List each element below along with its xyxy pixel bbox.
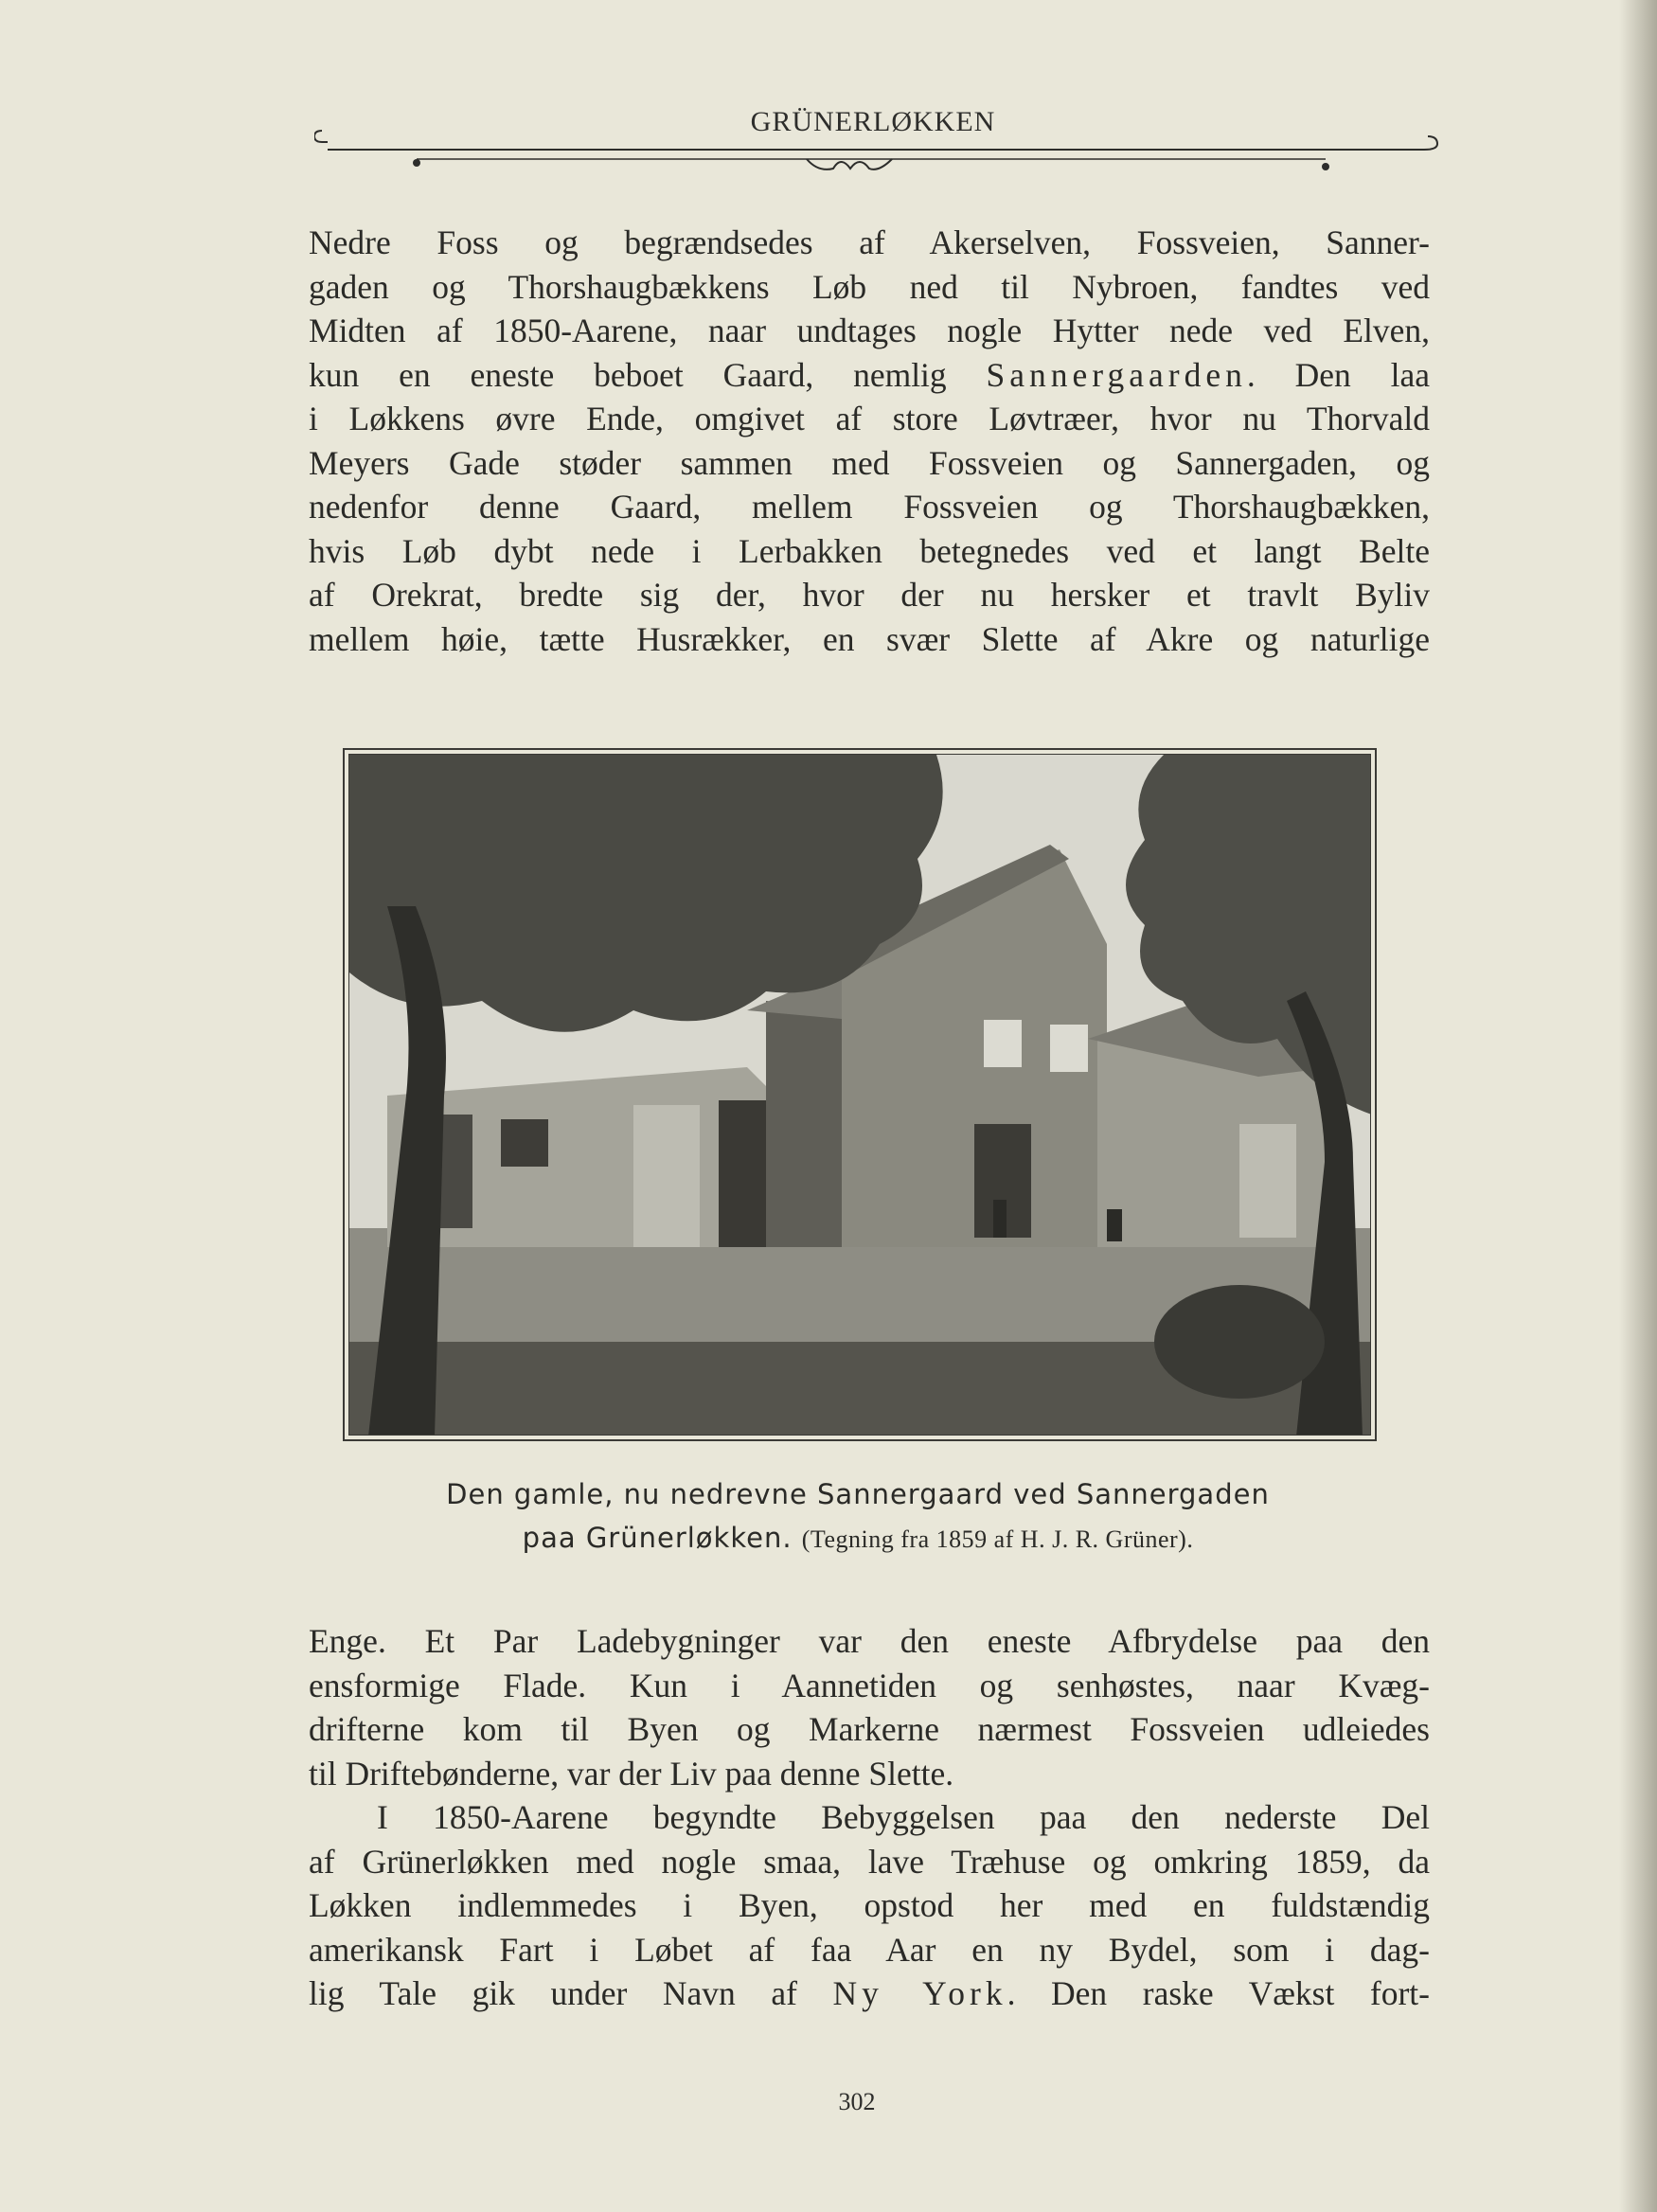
text-line [309,441,1430,486]
paragraph-bottom [309,1619,1430,2016]
text-run: kun en eneste beboet Gaard, nemlig [309,355,987,394]
text-run: af Grünerløkken med nogle smaa, lave Træhuse og omkring 1859, da [309,1842,1430,1881]
text-run: lig Tale gik under Navn af [309,1974,833,2012]
text-line [309,397,1430,441]
text-run: Meyers Gade støder sammen med Fossveien og Sannergaden, og [309,443,1430,482]
text-run: af Orekrat, bredte sig der, hvor der nu hersker et travlt Byliv [309,576,1430,614]
page-number: 302 [838,2088,876,2115]
text-line [309,1971,1430,2016]
sannergaard-drawing [348,754,1371,1436]
text-run: nedenfor denne Gaard, mellem Fossveien og Thorshaugbækken, [309,488,1430,526]
text-line [309,309,1430,353]
paragraph-top [309,221,1430,661]
spaced-name: Sannergaarden [986,355,1247,394]
text-run: Nedre Foss og begrændsedes af Akerselven, Fossveien, Sanner- [309,223,1430,261]
text-line [309,1795,1430,1840]
text-run: Løkken indlemmedes i Byen, opstod her med en fuldstændig [309,1886,1430,1924]
text-line [309,1840,1430,1884]
text-line [309,221,1430,265]
text-run: Midten af 1850-Aarene, naar undtages nogle Hytter nede ved Elven, [309,312,1430,349]
text-run: I 1850-Aarene begyndte Bebyggelsen paa den nederste Del [377,1798,1430,1836]
text-line [309,353,1430,398]
text-run: drifterne kom til Byen og Markerne nærmest Fossveien udleiedes [309,1710,1430,1748]
text-line [309,1883,1430,1928]
text-run: Enge. Et Par Ladebygninger var den eneste Afbrydelse paa den [309,1622,1430,1660]
caption-main: paa Grünerløkken. [522,1522,793,1554]
figure-frame [343,748,1377,1441]
spaced-name: Ny York [832,1974,1007,2012]
text-line [309,265,1430,310]
text-run: . Den laa [1246,355,1430,394]
text-run: til Driftebønderne, var der Liv paa denne Slette. [309,1754,954,1793]
text-line [309,1619,1430,1664]
farmhouse-illustration [349,755,1371,1436]
text-line [309,1928,1430,1972]
text-line [309,529,1430,574]
text-line [309,573,1430,617]
running-head: GRÜNERLØKKEN [750,106,996,137]
text-run: i Løkkens øvre Ende, omgivet af store Løvtræer, hvor nu Thorvald [309,400,1430,437]
text-run: amerikansk Fart i Løbet af faa Aar en ny Bydel, som i dag- [309,1930,1430,1969]
text-run: mellem høie, tætte Husrækker, en svær Slette af Akre og naturlige [309,619,1430,658]
caption-line-1: Den gamle, nu nedrevne Sannergaard ved Sannergaden [446,1478,1270,1510]
text-run: hvis Løb dybt nede i Lerbakken betegnedes ved et langt Belte [309,531,1430,570]
caption-credit: (Tegning fra 1859 af H. J. R. Grüner). [801,1525,1194,1553]
text-line [309,1752,1430,1796]
text-line [309,1664,1430,1708]
ornamental-rule [314,127,1441,184]
text-line [309,617,1430,662]
text-run: ensformige Flade. Kun i Aannetiden og senhøstes, naar Kvæg- [309,1666,1430,1704]
text-line [309,485,1430,529]
text-run: . Den raske Vækst fort- [1007,1974,1430,2012]
text-run: gaden og Thorshaugbækkens Løb ned til Nybroen, fandtes ved [309,267,1430,306]
figure-caption [322,1472,1394,1561]
text-line [309,1707,1430,1752]
page-edge-shadow [1619,0,1657,2212]
caption-line-2 [322,1516,1394,1561]
